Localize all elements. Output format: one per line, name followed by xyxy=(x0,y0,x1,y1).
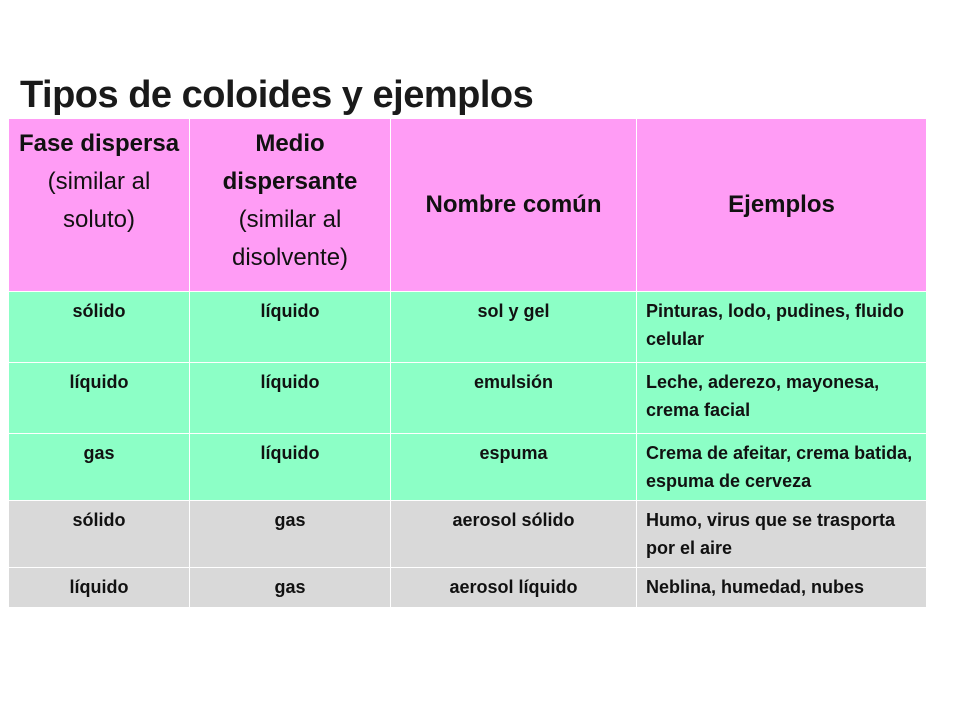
header-fase-dispersa xyxy=(9,119,190,292)
cell-nombre: aerosol sólido xyxy=(391,501,637,568)
header-medio-dispersante-note: (similar al disolvente) xyxy=(231,206,349,271)
table-row xyxy=(9,568,927,608)
header-nombre-comun xyxy=(391,119,637,292)
cell-ejemplos: Leche, aderezo, mayonesa, crema facial xyxy=(637,363,927,434)
slide-title: Tipos de coloides y ejemplos xyxy=(20,74,534,116)
cell-medio: líquido xyxy=(190,363,391,434)
cell-nombre: espuma xyxy=(391,434,637,501)
table-header-row xyxy=(9,119,927,292)
cell-ejemplos: Humo, virus que se trasporta por el aire xyxy=(637,501,927,568)
cell-fase: sólido xyxy=(9,501,190,568)
colloids-table xyxy=(8,118,927,608)
cell-nombre: sol y gel xyxy=(391,292,637,363)
cell-medio: líquido xyxy=(190,292,391,363)
header-ejemplos xyxy=(637,119,927,292)
cell-fase: líquido xyxy=(9,363,190,434)
cell-medio: gas xyxy=(190,568,391,608)
cell-ejemplos: Crema de afeitar, crema batida, espuma de cerveza xyxy=(637,434,927,501)
header-fase-dispersa-title: Fase dispersa xyxy=(18,130,180,157)
cell-ejemplos: Neblina, humedad, nubes xyxy=(637,568,927,608)
table-row xyxy=(9,363,927,434)
cell-fase: gas xyxy=(9,434,190,501)
table-row xyxy=(9,501,927,568)
slide xyxy=(8,62,926,610)
header-medio-dispersante xyxy=(190,119,391,292)
header-ejemplos-title: Ejemplos xyxy=(728,191,835,218)
cell-medio: gas xyxy=(190,501,391,568)
cell-fase: líquido xyxy=(9,568,190,608)
cell-fase: sólido xyxy=(9,292,190,363)
cell-nombre: aerosol líquido xyxy=(391,568,637,608)
cell-ejemplos: Pinturas, lodo, pudines, fluido celular xyxy=(637,292,927,363)
table-row xyxy=(9,292,927,363)
cell-nombre: emulsión xyxy=(391,363,637,434)
header-fase-dispersa-note: (similar al soluto) xyxy=(47,168,151,233)
header-nombre-comun-title: Nombre común xyxy=(425,191,602,218)
cell-medio: líquido xyxy=(190,434,391,501)
table-row xyxy=(9,434,927,501)
header-medio-dispersante-title: Medio dispersante xyxy=(222,130,358,195)
